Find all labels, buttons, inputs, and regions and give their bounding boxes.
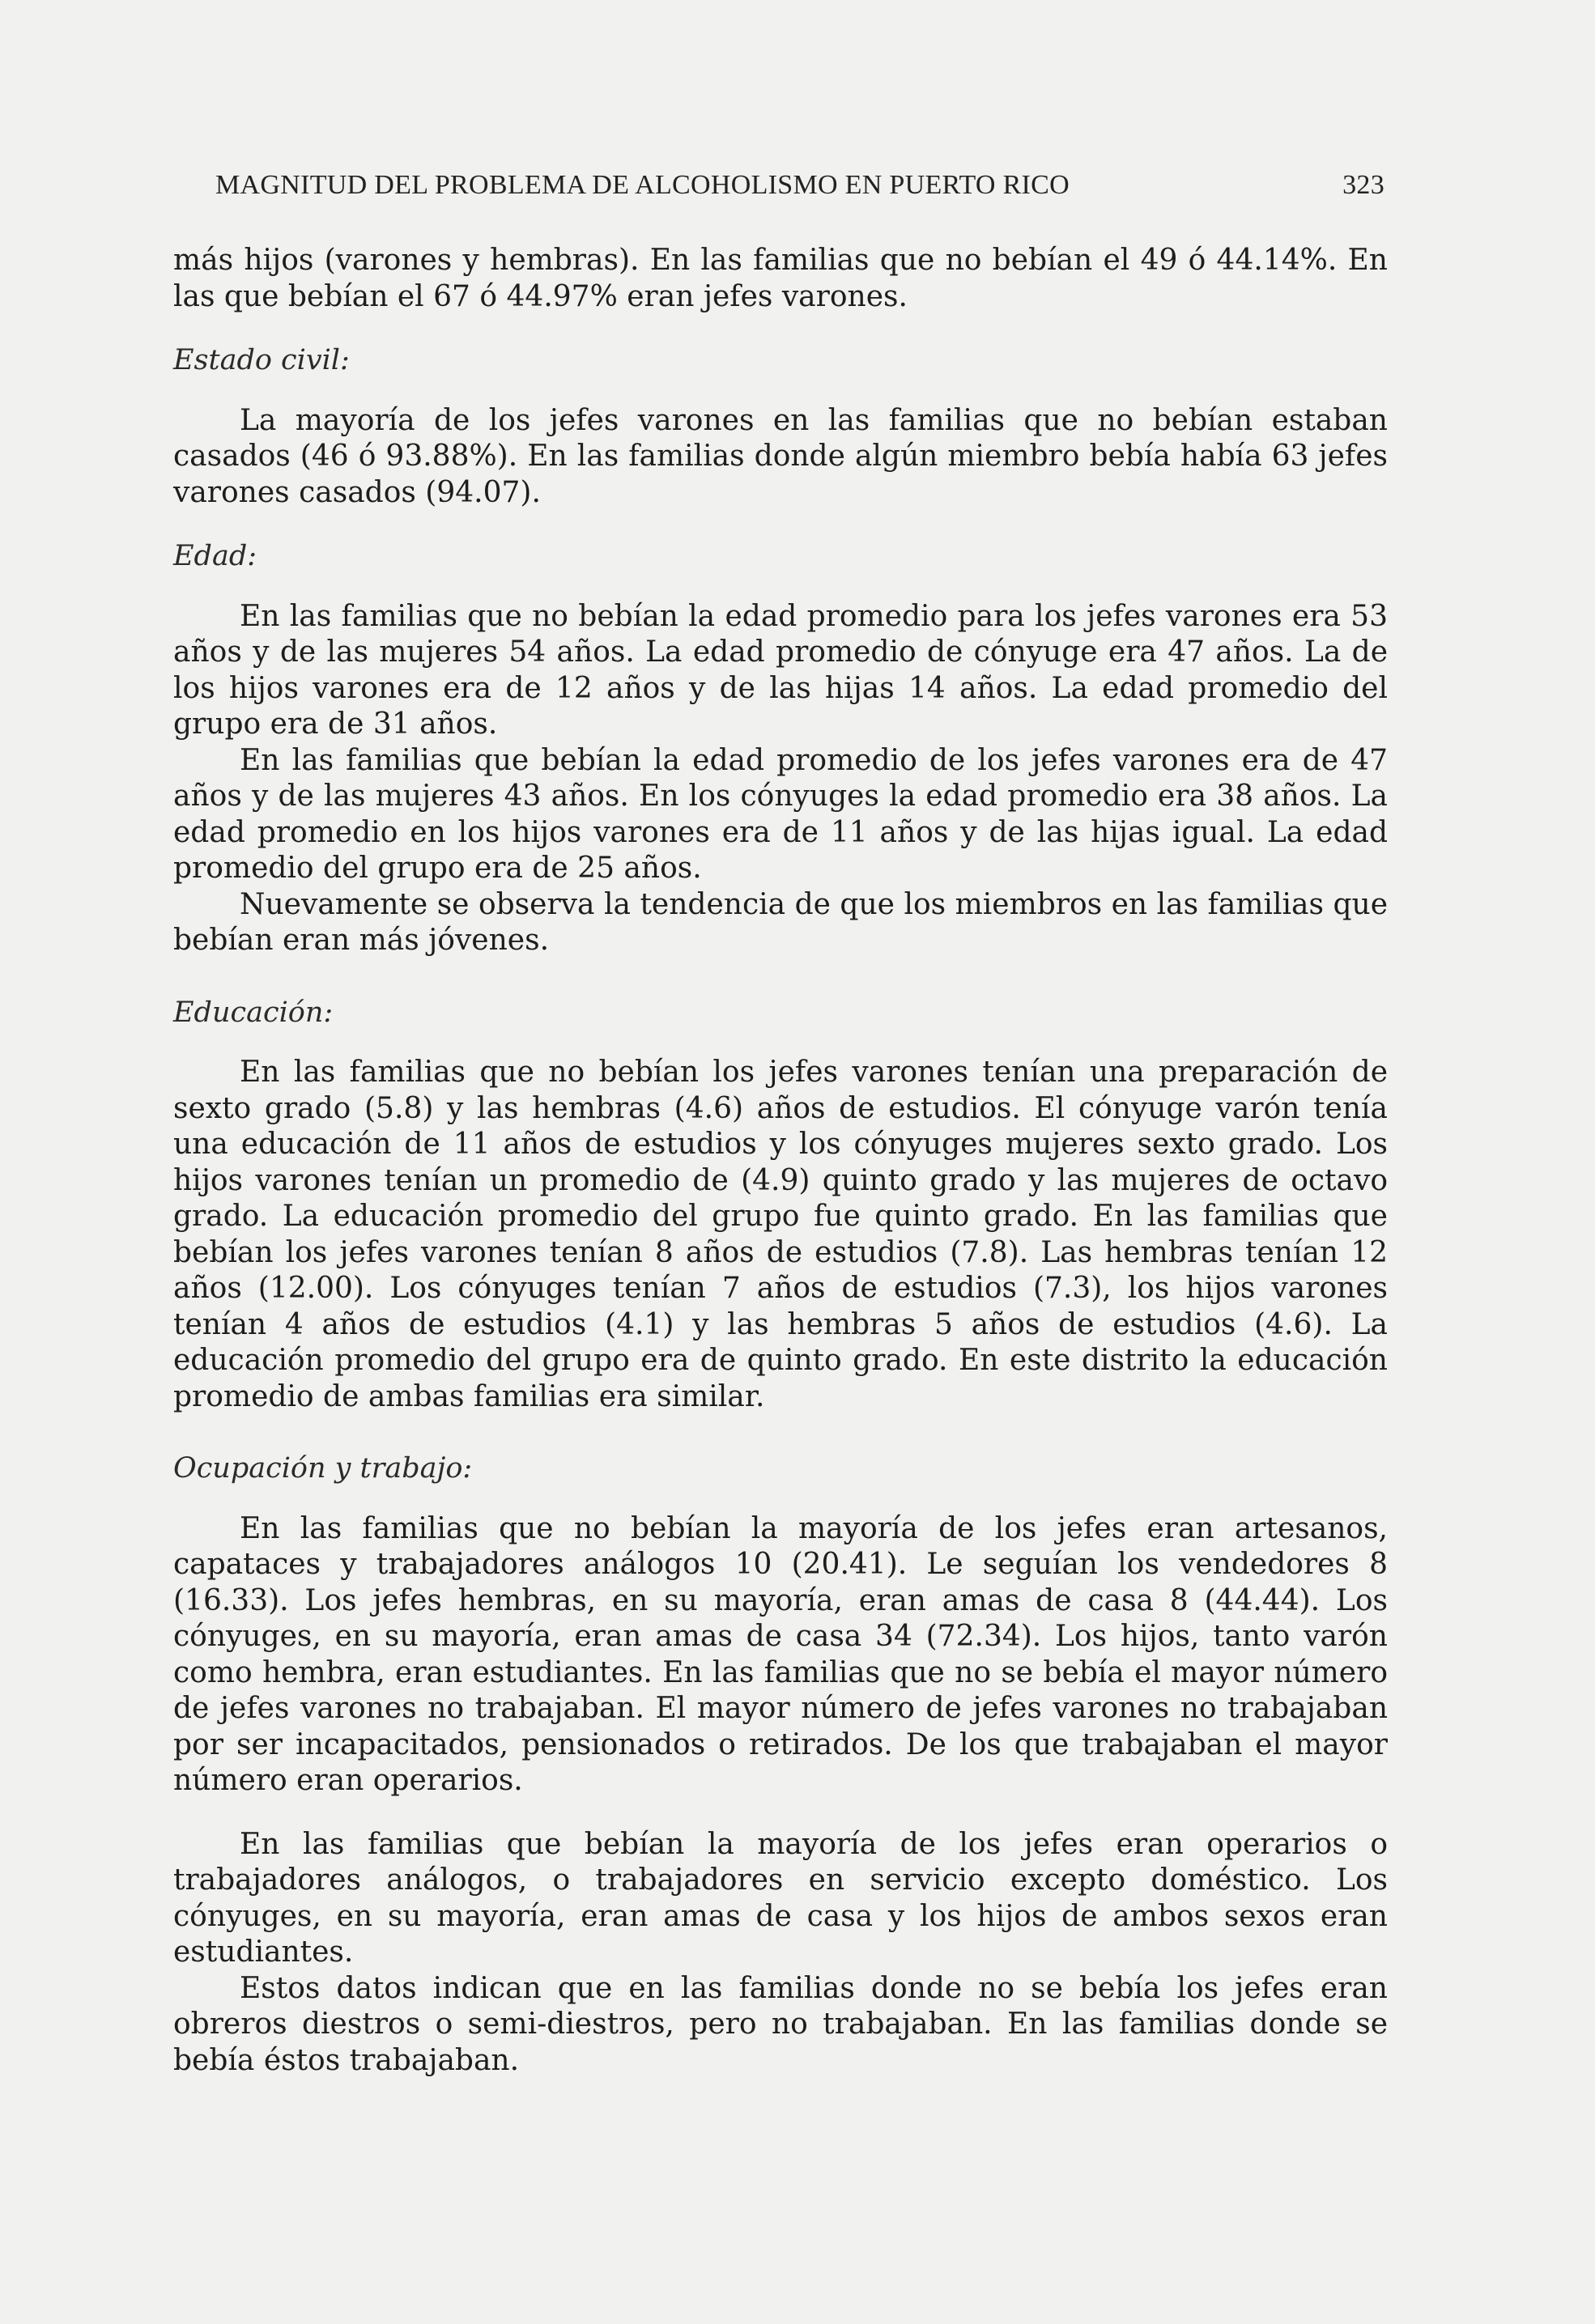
continuation-paragraph: más hijos (varones y hembras). En las familias que no bebían el 49 ó 44.14%. En las que bebían el 67 ó 44.97% eran jefes varones. xyxy=(173,244,1388,313)
estado-civil-paragraph-1: La mayoría de los jefes varones en las familias que no bebían estaban casados (46 ó 93.88%). En las familias donde algún miembro bebía había 63 jefes varones casados (94.07). xyxy=(173,403,1388,509)
ocupacion-paragraph-1: En las familias que no bebían la mayoría de los jefes eran artesanos, capataces y trabajadores análogos 10 (20.41). Le seguían los vendedores 8 (16.33). Los jefes hembras, en su mayoría, eran amas de casa 8 (44.44). Los cónyuges, en su mayoría, eran amas de casa 34 (72.34). Los hijos, tanto varón como hembra, eran estudiantes. En las familias que no se bebía el mayor número de jefes varones no trabajaban. El mayor número de jefes varones no trabajaban por ser incapacitados, pensionados o retirados. De los que trabajaban el mayor número eran operarios. xyxy=(173,1511,1388,1797)
ocupacion-paragraph-3: Estos datos indican que en las familias donde no se bebía los jefes eran obreros diestros o semi-diestros, pero no trabajaban. En las familias donde se bebía éstos trabajaban. xyxy=(173,1971,1388,2077)
section-heading-estado-civil: Estado civil: xyxy=(173,344,350,376)
edad-paragraph-3: Nuevamente se observa la tendencia de que los miembros en las familias que bebían eran más jóvenes. xyxy=(173,887,1388,957)
section-heading-ocupacion: Ocupación y trabajo: xyxy=(173,1452,473,1485)
body-text xyxy=(173,243,1388,2079)
running-title: MAGNITUD DEL PROBLEMA DE ALCOHOLISMO EN PUERTO RICO xyxy=(215,170,1070,200)
ocupacion-paragraph-2: En las familias que bebían la mayoría de los jefes eran operarios o trabajadores análogos, o trabajadores en servicio excepto doméstico. Los cónyuges, en su mayoría, eran amas de casa y los hijos de ambos sexos eran estudiantes. xyxy=(173,1827,1388,1969)
edad-paragraph-2: En las familias que bebían la edad promedio de los jefes varones era de 47 años y de las mujeres 43 años. En los cónyuges la edad promedio era 38 años. La edad promedio en los hijos varones era de 11 años y de las hijas igual. La edad promedio del grupo era de 25 años. xyxy=(173,743,1388,885)
page-number: 323 xyxy=(1342,170,1384,200)
section-heading-educacion: Educación: xyxy=(173,996,334,1029)
edad-paragraph-1: En las familias que no bebían la edad promedio para los jefes varones era 53 años y de las mujeres 54 años. La edad promedio de cónyuge era 47 años. La de los hijos varones era de 12 años y de las hijas 14 años. La edad promedio del grupo era de 31 años. xyxy=(173,599,1388,741)
section-heading-edad: Edad: xyxy=(173,540,257,572)
educacion-paragraph-1: En las familias que no bebían los jefes varones tenían una preparación de sexto grado (5.8) y las hembras (4.6) años de estudios. El cónyuge varón tenía una educación de 11 años de estudios y los cónyuges mujeres sexto grado. Los hijos varones tenían un promedio de (4.9) quinto grado y las mujeres de octavo grado. La educación promedio del grupo fue quinto grado. En las familias que bebían los jefes varones tenían 8 años de estudios (7.8). Las hembras tenían 12 años (12.00). Los cónyuges tenían 7 años de estudios (7.3), los hijos varones tenían 4 años de estudios (4.1) y las hembras 5 años de estudios (4.6). La educación promedio del grupo era de quinto grado. En este distrito la educación promedio de ambas familias era similar. xyxy=(173,1056,1388,1413)
